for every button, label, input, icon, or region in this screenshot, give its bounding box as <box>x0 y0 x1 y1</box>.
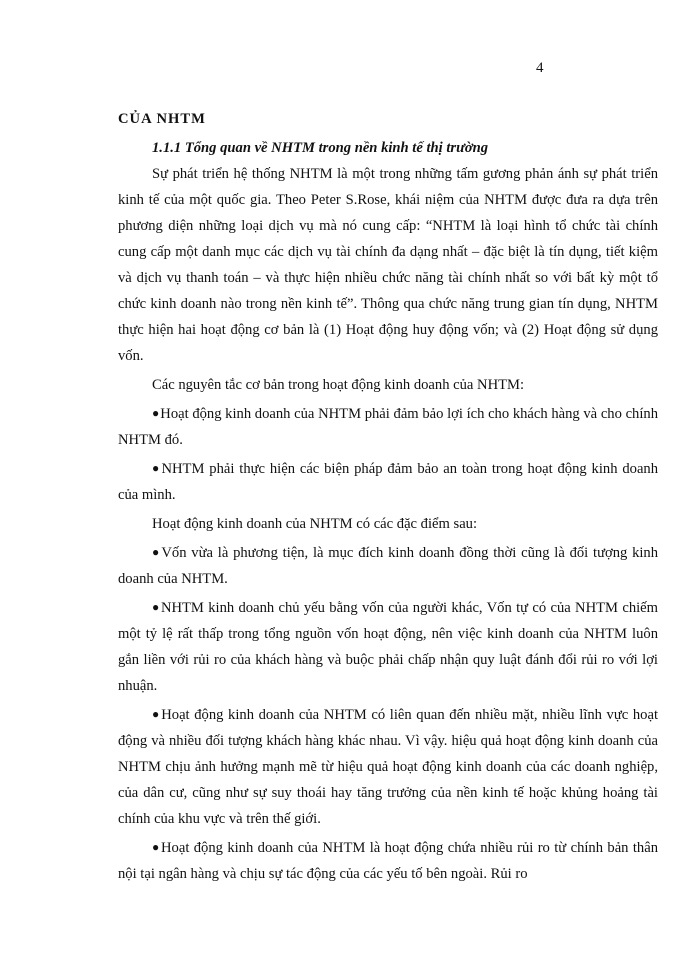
paragraph-overview: Sự phát triển hệ thống NHTM là một trong những tấm gương phản ánh sự phát triển kinh tế của một quốc gia. Theo Peter S.Rose, khái niệm của NHTM được đưa ra dựa trên phương diện những loại dịch vụ mà nó cung cấp: “NHTM là loại hình tổ chức tài chính cung cấp một danh mục các dịch vụ tài chính đa dạng nhất – đặc biệt là tín dụng, tiết kiệm và dịch vụ thanh toán – và thực hiện nhiều chức năng tài chính nhất so với bất kỳ một tổ chức kinh doanh nào trong nền kinh tế”. Thông qua chức năng trung gian tín dụng, NHTM thực hiện hai hoạt động cơ bản là (1) Hoạt động huy động vốn; và (2) Hoạt động sử dụng vốn. <box>118 166 658 364</box>
bullet-icon: ● <box>152 600 160 614</box>
bullet-icon: ● <box>152 840 160 854</box>
bullet-icon: ● <box>152 707 161 721</box>
bullet-icon: ● <box>152 545 161 559</box>
bullet-icon: ● <box>152 406 160 420</box>
bullet-icon: ● <box>152 461 161 475</box>
bullet-text: Hoạt động kinh doanh của NHTM phải đảm bảo lợi ích cho khách hàng và cho chính NHTM đó. <box>118 406 658 448</box>
bullet-text: Hoạt động kinh doanh của NHTM có liên quan đến nhiều mặt, nhiều lĩnh vực hoạt động và nhiều đối tượng khách hàng khác nhau. Vì vậy. hiệu quả hoạt động kinh doanh của NHTM chịu ảnh hưởng mạnh mẽ từ hiệu quả hoạt động kinh doanh của các doanh nghiệp, của dân cư, cũng như sự suy thoái hay tăng trưởng của nền kinh tế hoặc khủng hoảng tài chính của khu vực và trên thế giới. <box>118 707 658 827</box>
paragraph-principles-intro: Các nguyên tắc cơ bản trong hoạt động kinh doanh của NHTM: <box>152 377 525 393</box>
bullet-principle-2 <box>118 456 658 508</box>
paragraph-features-intro: Hoạt động kinh doanh của NHTM có các đặc điểm sau: <box>152 516 478 532</box>
bullet-text: Hoạt động kinh doanh của NHTM là hoạt động chứa nhiều rủi ro từ chính bản thân nội tại ngân hàng và chịu sự tác động của các yếu tố bên ngoài. Rủi ro <box>118 840 658 882</box>
bullet-feature-2 <box>118 595 658 699</box>
sub-heading: 1.1.1 Tổng quan về NHTM trong nền kinh tế thị trường <box>152 140 489 156</box>
bullet-feature-3 <box>118 702 658 832</box>
section-heading: CỦA NHTM <box>118 111 206 127</box>
bullet-text: NHTM kinh doanh chủ yếu bằng vốn của người khác, Vốn tự có của NHTM chiếm một tỷ lệ rất thấp trong tổng nguồn vốn hoạt động, nên việc kinh doanh của NHTM luôn gắn liền với rủi ro của khách hàng và buộc phải chấp nhận quy luật đánh đổi rủi ro với lợi nhuận. <box>118 600 659 694</box>
bullet-principle-1 <box>118 401 658 453</box>
bullet-feature-1 <box>118 540 658 592</box>
page-number: 4 <box>536 60 544 76</box>
document-body <box>118 106 658 890</box>
bullet-text: Vốn vừa là phương tiện, là mục đích kinh doanh đồng thời cũng là đối tượng kinh doanh của NHTM. <box>118 545 659 587</box>
bullet-text: NHTM phải thực hiện các biện pháp đảm bảo an toàn trong hoạt động kinh doanh của mình. <box>118 461 659 503</box>
bullet-feature-4 <box>118 835 658 887</box>
